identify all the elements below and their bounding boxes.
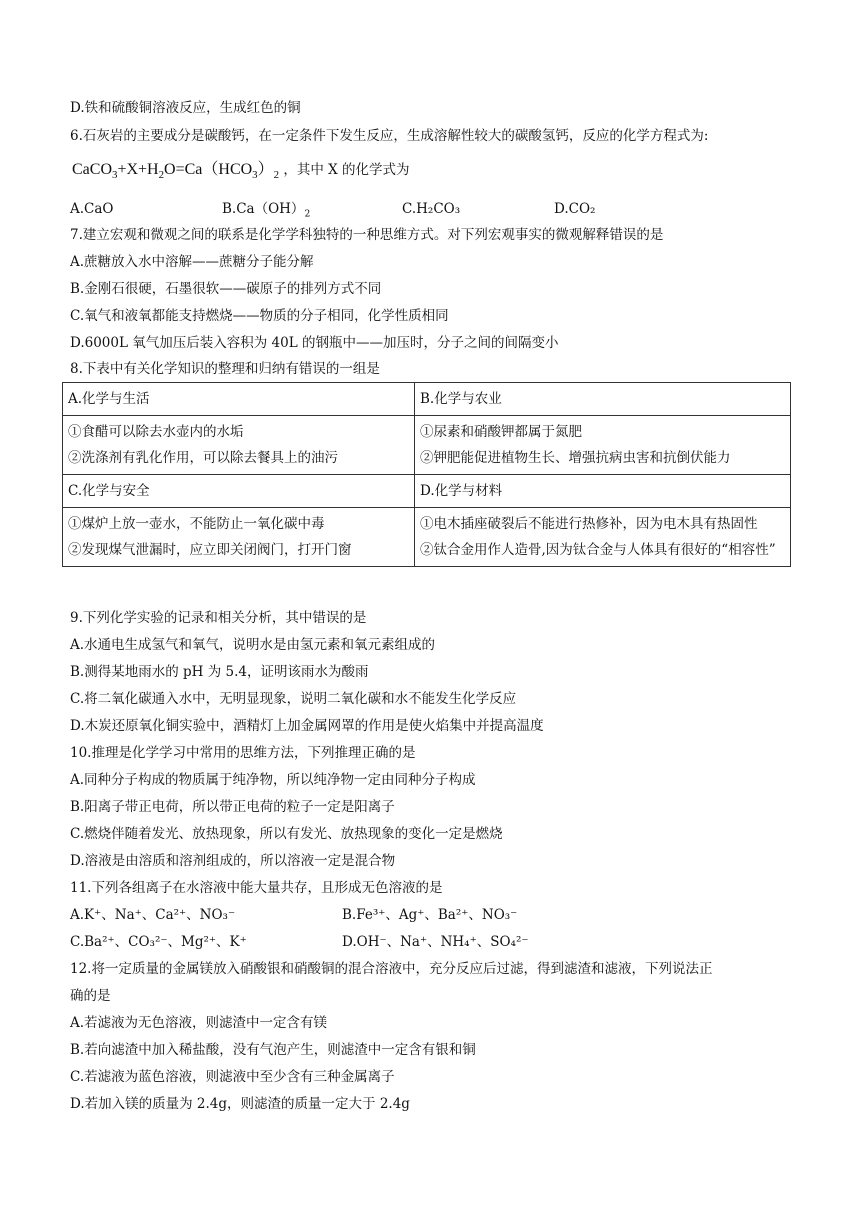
q6-option-c: C.H₂CO₃ xyxy=(402,201,461,217)
q8-c-item-2: ②发现煤气泄漏时，应立即关闭阀门，打开门窗 xyxy=(68,542,352,558)
q6-chemical-equation: $CaCO_3+X+H_2O=Ca(HCO_3)_2$ xyxy=(72,161,280,182)
q8-b-item-2: ②钾肥能促进植物生长、增强抗病虫害和抗倒伏能力 xyxy=(420,450,731,466)
q11-option-d: D.OH⁻、Na⁺、NH₄⁺、SO₄²⁻ xyxy=(342,934,529,950)
q7-option-b: B.金刚石很硬，石墨很软——碳原子的排列方式不同 xyxy=(70,281,382,297)
q11-option-a: A.K⁺、Na⁺、Ca²⁺、NO₃⁻ xyxy=(70,907,236,923)
q6-equation-tail: ，其中 X 的化学式为 xyxy=(283,162,410,178)
q9-option-b: B.测得某地雨水的 pH 为 5.4，证明该雨水为酸雨 xyxy=(70,664,369,680)
q6-option-b: $B.Ca(OH)_2$ xyxy=(222,201,311,220)
q8-stem: 8.下表中有关化学知识的整理和归纳有错误的一组是 xyxy=(70,361,380,377)
q11-stem: 11.下列各组离子在水溶液中能大量共存，且形成无色溶液的是 xyxy=(70,880,443,896)
q7-stem: 7.建立宏观和微观之间的联系是化学学科独特的一种思维方式。对下列宏观事实的微观解释错误的是 xyxy=(70,227,664,243)
q6-option-d: D.CO₂ xyxy=(554,201,596,217)
q7-option-c: C.氧气和液氧都能支持燃烧——物质的分子相同，化学性质相同 xyxy=(70,308,449,324)
q9-option-a: A.水通电生成氢气和氧气，说明水是由氢元素和氧元素组成的 xyxy=(70,637,436,653)
q8-cell-b-body xyxy=(415,416,791,475)
q11-option-b: B.Fe³⁺、Ag⁺、Ba²⁺、NO₃⁻ xyxy=(342,907,518,923)
q8-cell-c-body xyxy=(63,508,415,567)
q8-knowledge-table xyxy=(62,382,791,567)
q8-c-item-1: ①煤炉上放一壶水，不能防止一氧化碳中毒 xyxy=(68,516,325,532)
q6-stem: 6.石灰岩的主要成分是碳酸钙，在一定条件下发生反应，生成溶解性较大的碳酸氢钙，反应的化学方程式为: xyxy=(70,128,709,144)
q8-cell-a-body xyxy=(63,416,415,475)
q8-a-item-1: ①食醋可以除去水壶内的水垢 xyxy=(68,424,244,440)
q8-d-item-2: ②钛合金用作人造骨,因为钛合金与人体具有很好的“相容性” xyxy=(420,542,776,558)
q6-equation xyxy=(72,161,410,182)
q10-option-b: B.阳离子带正电荷，所以带正电荷的粒子一定是阳离子 xyxy=(70,799,395,815)
q12-option-c: C.若滤液为蓝色溶液，则滤液中至少含有三种金属离子 xyxy=(70,1069,395,1085)
q10-option-a: A.同种分子构成的物质属于纯净物，所以纯净物一定由同种分子构成 xyxy=(70,772,476,788)
q8-cell-a-head: A.化学与生活 xyxy=(63,383,415,416)
q8-d-item-1: ①电木插座破裂后不能进行热修补，因为电木具有热固性 xyxy=(420,516,758,532)
q9-option-c: C.将二氧化碳通入水中，无明显现象，说明二氧化碳和水不能发生化学反应 xyxy=(70,691,517,707)
q9-option-d: D.木炭还原氧化铜实验中，酒精灯上加金属网罩的作用是使火焰集中并提高温度 xyxy=(70,718,544,734)
q9-stem: 9.下列化学实验的记录和相关分析，其中错误的是 xyxy=(70,610,367,626)
q8-a-item-2: ②洗涤剂有乳化作用，可以除去餐具上的油污 xyxy=(68,450,338,466)
q8-cell-d-body xyxy=(415,508,791,567)
q10-stem: 10.推理是化学学习中常用的思维方法，下列推理正确的是 xyxy=(70,745,416,761)
q12-option-b: B.若向滤渣中加入稀盐酸，没有气泡产生，则滤渣中一定含有银和铜 xyxy=(70,1042,476,1058)
q10-option-c: C.燃烧伴随着发光、放热现象，所以有发光、放热现象的变化一定是燃烧 xyxy=(70,826,503,842)
q12-option-a: A.若滤液为无色溶液，则滤渣中一定含有镁 xyxy=(70,1015,328,1031)
q12-stem-line-2: 确的是 xyxy=(70,988,111,1004)
q11-option-c: C.Ba²⁺、CO₃²⁻、Mg²⁺、K⁺ xyxy=(70,934,247,950)
q8-cell-c-head: C.化学与安全 xyxy=(63,475,415,508)
q6-option-a: A.CaO xyxy=(70,201,114,217)
q8-b-item-1: ①尿素和硝酸钾都属于氮肥 xyxy=(420,424,582,440)
q8-cell-b-head: B.化学与农业 xyxy=(415,383,791,416)
q5-option-d: D.铁和硫酸铜溶液反应，生成红色的铜 xyxy=(70,100,301,116)
q7-option-a: A.蔗糖放入水中溶解——蔗糖分子能分解 xyxy=(70,254,314,270)
q12-option-d: D.若加入镁的质量为 2.4g，则滤渣的质量一定大于 2.4g xyxy=(70,1096,410,1112)
q12-stem-line-1: 12.将一定质量的金属镁放入硝酸银和硝酸铜的混合溶液中，充分反应后过滤，得到滤渣和滤液，下列说法正 xyxy=(70,961,713,977)
q10-option-d: D.溶液是由溶质和溶剂组成的，所以溶液一定是混合物 xyxy=(70,853,396,869)
q7-option-d: D.6000L 氧气加压后装入容积为 40L 的钢瓶中——加压时，分子之间的间隔变小 xyxy=(70,335,559,351)
q8-cell-d-head: D.化学与材料 xyxy=(415,475,791,508)
